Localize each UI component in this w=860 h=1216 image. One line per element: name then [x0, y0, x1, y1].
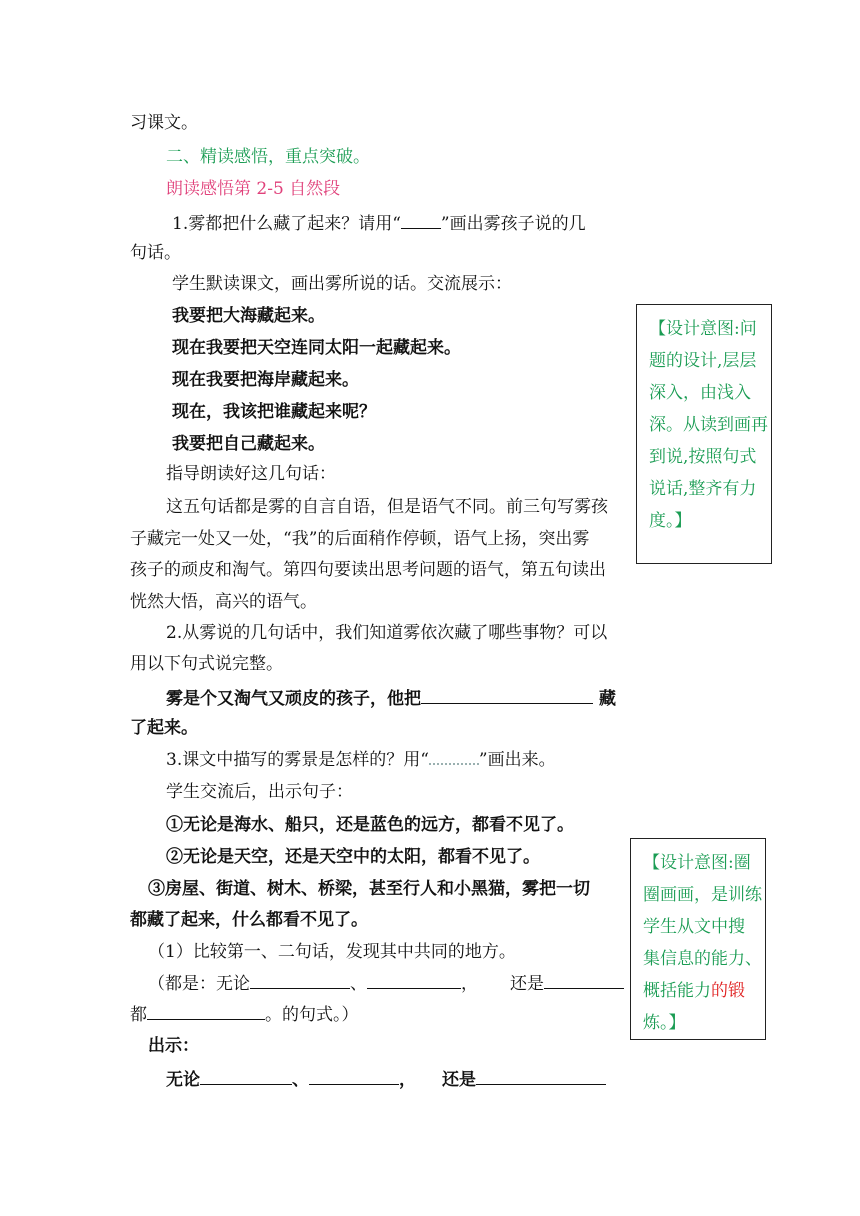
fill-blank — [309, 1068, 399, 1085]
note-text-red: 的锻 — [711, 981, 745, 1001]
paragraph-line: 恍然大悟，高兴的语气。 — [130, 592, 317, 612]
paragraph-line: 孩子的顽皮和淘气。第四句要读出思考问题的语气，第五句读出 — [130, 560, 606, 580]
paragraph-line: 这五句话都是雾的自言自语，但是语气不同。前三句写雾孩 — [166, 497, 608, 517]
pattern-text: （都是：无论 — [148, 974, 250, 994]
pattern-text: 、 — [350, 974, 367, 994]
quote-sentence: 现在，我该把谁藏起来呢？ — [172, 402, 376, 422]
quote-sentence: 我要把自己藏起来。 — [172, 434, 325, 454]
question-3-text-a: 3.课文中描写的雾景是怎样的？用“ — [166, 750, 429, 770]
note-line: 题的设计,层层 — [649, 351, 757, 371]
text-line: 了起来。 — [130, 718, 198, 738]
text-line: 学生默读课文，画出雾所说的话。交流展示： — [172, 274, 512, 294]
note-line: 到说,按照句式 — [649, 447, 757, 467]
pattern-text: 还是 — [510, 974, 544, 994]
sub-heading: 朗读感悟第 2-5 自然段 — [166, 179, 341, 199]
text-line: 学生交流后，出示句子： — [166, 782, 353, 802]
fill-blank — [476, 1068, 606, 1085]
pattern-line — [166, 1068, 606, 1091]
pattern-text: 、 — [292, 1070, 309, 1090]
pattern-line — [148, 972, 624, 995]
question-3 — [166, 749, 556, 771]
pattern-text: 。的句式。） — [265, 1005, 359, 1025]
note-line: 炼。】 — [643, 1013, 686, 1033]
note-line: 【设计意图:圈 — [643, 853, 751, 873]
pattern-text: ， — [461, 974, 478, 994]
text-line: （1）比较第一、二句话，发现其中共同的地方。 — [148, 942, 516, 962]
note-line: 深。从读到画再 — [649, 415, 768, 435]
note-line: 【设计意图:问 — [649, 319, 757, 339]
fill-blank — [250, 972, 350, 989]
fill-text-a: 雾是个又淘气又顽皮的孩子，他把 — [166, 689, 421, 709]
note-line: 集信息的能力、 — [643, 949, 762, 969]
design-note-1 — [636, 304, 772, 564]
note-line — [643, 975, 755, 1007]
pattern-text: ， — [399, 1070, 416, 1090]
fill-blank — [367, 972, 461, 989]
note-text: 概括能力 — [643, 981, 711, 1001]
fill-sentence — [166, 687, 616, 710]
pattern-text: 无论 — [166, 1070, 200, 1090]
text-line: 用以下句式说完整。 — [130, 654, 283, 674]
example-sentence: ①无论是海水、船只，还是蓝色的远方，都看不见了。 — [166, 815, 574, 835]
underline-blank — [401, 212, 441, 229]
text-line: 指导朗读好这几句话： — [166, 464, 336, 484]
example-sentence: ②无论是天空，还是天空中的太阳，都看不见了。 — [166, 847, 540, 867]
note-line: 度。】 — [649, 511, 692, 531]
question-1-text-a: 1.雾都把什么藏了起来？请用“ — [172, 214, 401, 234]
design-note-2 — [630, 838, 766, 1040]
pattern-text: 还是 — [442, 1070, 476, 1090]
example-sentence: 都藏了起来，什么都看不见了。 — [130, 910, 368, 930]
fill-blank — [421, 687, 593, 704]
fill-blank — [544, 972, 624, 989]
pattern-text: 都 — [130, 1005, 147, 1025]
section-heading: 二、精读感悟，重点突破。 — [166, 147, 370, 167]
quote-sentence: 我要把大海藏起来。 — [172, 306, 325, 326]
note-line: 圈画画，是训练 — [643, 885, 762, 905]
text-line: 习课文。 — [130, 113, 198, 133]
pattern-line — [130, 1003, 359, 1026]
quote-sentence: 现在我要把天空连同太阳一起藏起来。 — [172, 338, 461, 358]
note-line: 深入，由浅入 — [649, 383, 751, 403]
question-1-text-b: ”画出雾孩子说的几 — [440, 214, 586, 234]
quote-sentence: 现在我要把海岸藏起来。 — [172, 370, 359, 390]
question-3-text-b: ”画出来。 — [478, 750, 556, 770]
fill-blank — [147, 1003, 265, 1020]
text-line: 句话。 — [130, 243, 181, 263]
paragraph-line: 子藏完一处又一处，“我”的后面稍作停顿，语气上扬，突出雾 — [130, 529, 590, 549]
show-label: 出示： — [148, 1036, 199, 1056]
question-2: 2.从雾说的几句话中，我们知道雾依次藏了哪些事物？可以 — [166, 623, 608, 643]
question-1 — [172, 212, 586, 235]
wavy-line-sample — [429, 749, 479, 765]
fill-blank — [200, 1068, 292, 1085]
note-line: 说话,整齐有力 — [649, 479, 757, 499]
note-line: 学生从文中搜 — [643, 917, 745, 937]
fill-text-b: 藏 — [599, 689, 616, 709]
example-sentence: ③房屋、街道、树木、桥梁，甚至行人和小黑猫，雾把一切 — [148, 879, 590, 899]
